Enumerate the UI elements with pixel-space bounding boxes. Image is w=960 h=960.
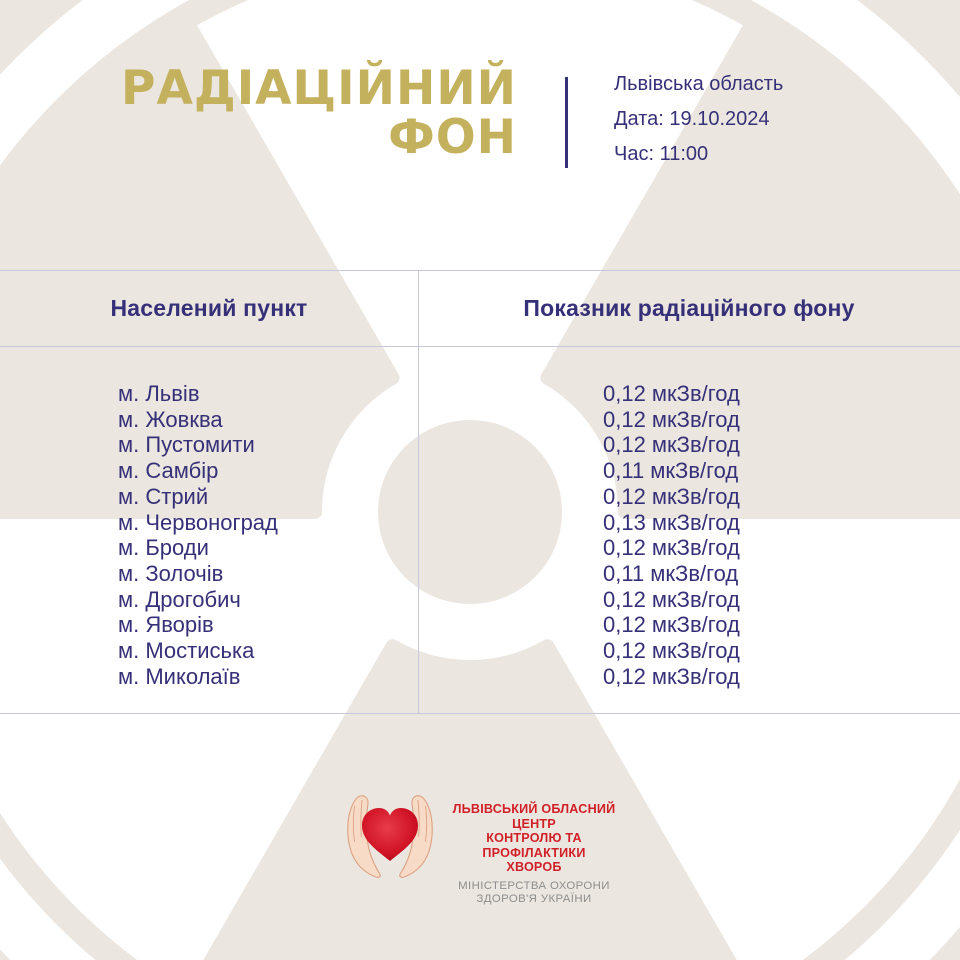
table-row-settlement: м. Львів [118, 381, 200, 406]
table-row-value: 0,12 мкЗв/год [603, 586, 740, 612]
table-row-value: 0,12 мкЗв/год [603, 612, 740, 638]
table-row-settlement: м. Червоноград [118, 509, 278, 535]
header-info [614, 74, 783, 179]
table-bottom-border [0, 713, 960, 714]
table-row-value: 0,12 мкЗв/год [603, 381, 740, 406]
ministry-block [434, 880, 634, 906]
ministry-line1: МІНІСТЕРСТВА ОХОРОНИ [458, 879, 610, 892]
table-row-value: 0,12 мкЗв/год [603, 432, 740, 458]
ministry-line2: ЗДОРОВ'Я УКРАЇНИ [476, 893, 592, 906]
table-row-value: 0,12 мкЗв/год [603, 638, 740, 664]
table-row-settlement: м. Пустомити [118, 432, 255, 458]
date-label: Дата: 19.10.2024 [614, 108, 770, 130]
table-row-settlement: м. Жовква [118, 406, 223, 432]
table-row-settlement: м. Броди [118, 535, 209, 561]
table-row-settlement: м. Яворів [118, 612, 214, 638]
time-label: Час: 11:00 [614, 143, 709, 165]
table-row-settlement: м. Дрогобич [118, 586, 241, 612]
region-label: Львівська область [614, 73, 784, 95]
table-row-value: 0,11 мкЗв/год [603, 458, 739, 484]
hands-holding-heart-icon [338, 791, 442, 885]
table-row-value: 0,12 мкЗв/год [603, 483, 740, 509]
table-row-settlement: м. Самбір [118, 458, 219, 484]
page-title [40, 61, 517, 165]
table-row-value: 0,12 мкЗв/год [603, 663, 740, 689]
page-title-line1: РАДІАЦІЙНИЙ [121, 61, 517, 116]
page-title-line2: ФОН [388, 110, 517, 165]
table-row-settlement: м. Мостиська [118, 638, 255, 664]
column-header-settlement: Населений пункт [110, 295, 308, 321]
table-row-value: 0,11 мкЗв/год [603, 560, 739, 586]
column-header-indicator: Показник радіаційного фону [523, 295, 855, 321]
table-header-border [0, 346, 960, 347]
table-row-value: 0,13 мкЗв/год [603, 509, 740, 535]
org-name-line1: ЛЬВІВСЬКИЙ ОБЛАСНИЙ ЦЕНТР [452, 802, 616, 831]
footer-org-block [434, 802, 634, 906]
header-divider [565, 77, 568, 168]
table-row-value: 0,12 мкЗв/год [603, 535, 740, 561]
org-name-line3: ХВОРОБ [506, 860, 562, 875]
table-row-settlement: м. Золочів [118, 560, 224, 586]
value-column [603, 381, 740, 689]
settlement-column [118, 381, 278, 689]
org-name-line2: КОНТРОЛЮ ТА ПРОФІЛАКТИКИ [482, 831, 586, 860]
table-row-settlement: м. Миколаїв [118, 663, 241, 689]
table-row-value: 0,12 мкЗв/год [603, 406, 740, 432]
table-row-settlement: м. Стрий [118, 483, 209, 509]
